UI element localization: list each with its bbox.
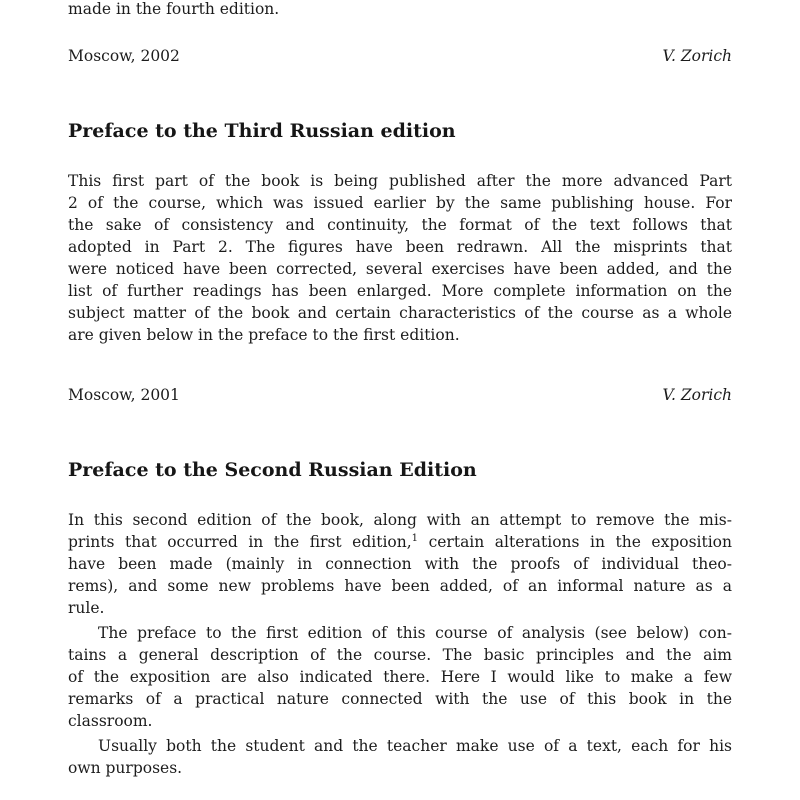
text-line: classroom. xyxy=(68,712,153,730)
footnote-mark: 1 xyxy=(411,533,419,544)
text-line: were noticed have been corrected, several exercises have been added, and the xyxy=(68,260,732,278)
text-line: have been made (mainly in connection with the proofs of individual theo- xyxy=(68,555,732,573)
text-line: of the exposition are also indicated there. Here I would like to make a few xyxy=(68,668,732,686)
text-line: 2 of the course, which was issued earlier by the same publishing house. For xyxy=(68,194,732,212)
text-line: rule. xyxy=(68,599,105,617)
section-heading-third-edition: Preface to the Third Russian edition xyxy=(68,120,456,142)
section-heading-second-edition: Preface to the Second Russian Edition xyxy=(68,459,477,481)
text-line: the sake of consistency and continuity, the format of the text follows that xyxy=(68,216,732,234)
text-line: made in the fourth edition. xyxy=(68,0,280,18)
text-line: own purposes. xyxy=(68,759,183,777)
text-line: This first part of the book is being published after the more advanced Part xyxy=(68,172,732,190)
text-fragment: prints that occurred in the first edition, xyxy=(68,533,412,551)
text-line: Usually both the student and the teacher make use of a text, each for his xyxy=(98,737,732,755)
signature-author: V. Zorich xyxy=(662,386,732,404)
signature-place: Moscow, 2001 xyxy=(68,386,180,404)
text-line: are given below in the preface to the first edition. xyxy=(68,326,460,344)
text-line: tains a general description of the course. The basic principles and the aim xyxy=(68,646,732,664)
text-line: subject matter of the book and certain characteristics of the course as a whole xyxy=(68,304,732,322)
text-line: The preface to the first edition of this course of analysis (see below) con- xyxy=(98,624,732,642)
text-line: adopted in Part 2. The figures have been redrawn. All the misprints that xyxy=(68,238,732,256)
text-line: list of further readings has been enlarged. More complete information on the xyxy=(68,282,732,300)
text-line: In this second edition of the book, along with an attempt to remove the mis- xyxy=(68,511,732,529)
signature-place: Moscow, 2002 xyxy=(68,47,180,65)
text-line: rems), and some new problems have been added, of an informal nature as a xyxy=(68,577,732,595)
text-line xyxy=(68,532,732,554)
signature-author: V. Zorich xyxy=(662,47,732,65)
text-line: remarks of a practical nature connected with the use of this book in the xyxy=(68,690,732,708)
text-fragment: certain alterations in the exposition xyxy=(428,533,732,551)
